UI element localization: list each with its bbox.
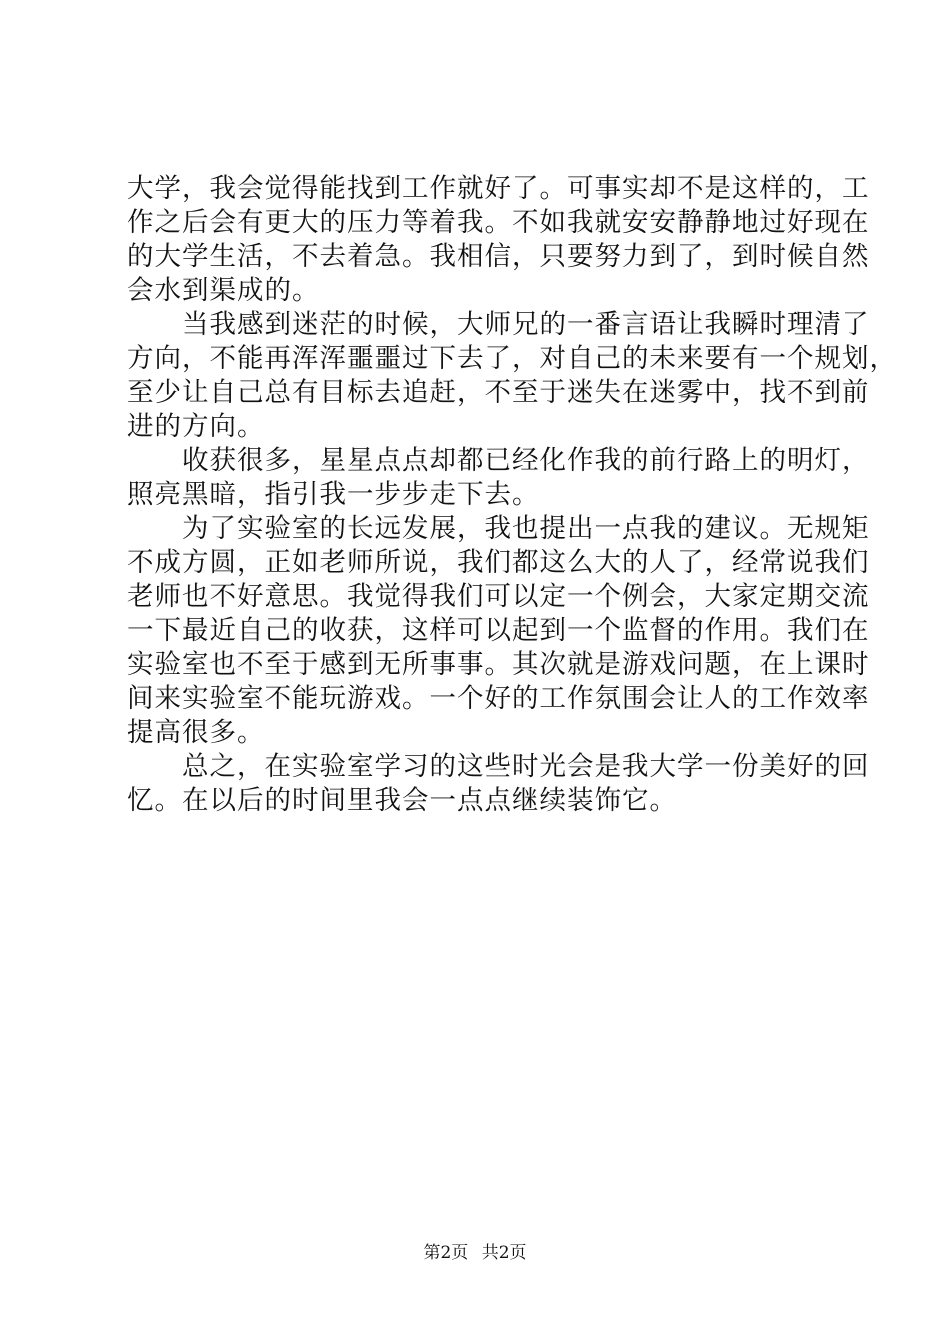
text-line: 作之后会有更大的压力等着我。不如我就安安静静地过好现在 <box>127 207 870 238</box>
text-line: 实验室也不至于感到无所事事。其次就是游戏问题，在上课时 <box>127 649 870 680</box>
text-line: 至少让自己总有目标去追赶，不至于迷失在迷雾中，找不到前 <box>127 377 870 408</box>
text-line: 为了实验室的长远发展，我也提出一点我的建议。无规矩 <box>127 513 870 544</box>
text-line: 提高很多。 <box>127 717 265 748</box>
text-line: 会水到渠成的。 <box>127 275 320 306</box>
text-line: 的大学生活，不去着急。我相信，只要努力到了，到时候自然 <box>127 241 870 272</box>
text-line: 方向，不能再浑浑噩噩过下去了，对自己的未来要有一个规划， <box>127 343 897 374</box>
page-total: 共2页 <box>481 1243 527 1263</box>
text-line: 不成方圆，正如老师所说，我们都这么大的人了，经常说我们 <box>127 547 870 578</box>
text-line: 一下最近自己的收获，这样可以起到一个监督的作用。我们在 <box>127 615 870 646</box>
text-line: 忆。在以后的时间里我会一点点继续装饰它。 <box>127 785 677 816</box>
text-line: 照亮黑暗，指引我一步步走下去。 <box>127 479 540 510</box>
text-line: 老师也不好意思。我觉得我们可以定一个例会，大家定期交流 <box>127 581 870 612</box>
text-line: 当我感到迷茫的时候，大师兄的一番言语让我瞬时理清了 <box>127 309 870 340</box>
page-footer <box>0 1241 950 1265</box>
text-line: 间来实验室不能玩游戏。一个好的工作氛围会让人的工作效率 <box>127 683 870 714</box>
page-number: 第2页 <box>423 1243 469 1263</box>
text-line: 收获很多，星星点点却都已经化作我的前行路上的明灯， <box>127 445 870 476</box>
text-line: 大学，我会觉得能找到工作就好了。可事实却不是这样的，工 <box>127 173 870 204</box>
text-line: 进的方向。 <box>127 411 265 442</box>
document-body <box>127 172 897 818</box>
text-line: 总之，在实验室学习的这些时光会是我大学一份美好的回 <box>127 751 870 782</box>
